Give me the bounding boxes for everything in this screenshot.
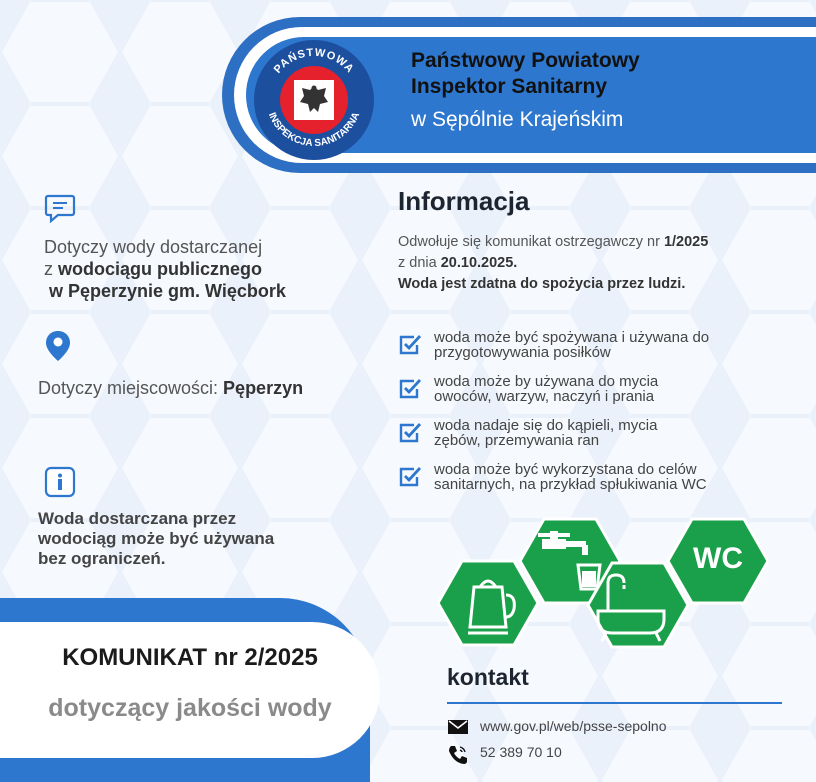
water-source-line1: Dotyczy wody dostarczanej bbox=[44, 237, 263, 257]
checklist-item-line1: woda może być wykorzystana do celów bbox=[434, 461, 697, 478]
checklist-item-line2: przygotowywania posiłków bbox=[434, 344, 611, 361]
logo-bottom-text: INSPEKCJA SANITARNA bbox=[265, 110, 363, 150]
checkbox-checked-icon bbox=[398, 334, 422, 356]
info-note-line1: Woda dostarczana przez bbox=[38, 509, 237, 528]
info-line2 bbox=[398, 253, 798, 274]
contact-phone[interactable]: 52 389 70 10 bbox=[480, 744, 562, 760]
phone-icon bbox=[447, 744, 469, 764]
checklist-item-text bbox=[434, 330, 794, 360]
checkbox-checked-icon bbox=[398, 422, 422, 444]
info-note-line3: bez ograniczeń. bbox=[38, 549, 166, 568]
wc-label: WC bbox=[693, 542, 743, 575]
checklist-item-text bbox=[434, 374, 794, 404]
water-source-text bbox=[44, 236, 286, 302]
checklist-item-line2: sanitarnych, na przykład spłukiwania WC bbox=[434, 476, 707, 493]
kettle-hex bbox=[438, 561, 538, 645]
water-source-line2-bold: wodociągu publicznego bbox=[58, 259, 263, 279]
info-line1 bbox=[398, 232, 798, 253]
info-note bbox=[38, 509, 274, 569]
checklist-item-line1: woda może by używana do mycia bbox=[434, 373, 659, 390]
checklist-item-text bbox=[434, 418, 794, 448]
header-title-line1: Państwowy Powiatowy bbox=[411, 49, 640, 72]
location-name: Pęperzyn bbox=[223, 378, 304, 398]
info-heading: Informacja bbox=[398, 186, 530, 216]
info-line2-prefix: z dnia bbox=[398, 255, 441, 271]
info-line1-number: 1/2025 bbox=[663, 234, 709, 250]
header-title-line2: Inspektor Sanitarny bbox=[411, 75, 608, 98]
komunikat-panel bbox=[0, 622, 380, 758]
water-source-line2 bbox=[44, 258, 286, 280]
checkbox-checked-icon bbox=[398, 378, 422, 400]
info-line3: Woda jest zdatna do spożycia przez ludzi. bbox=[398, 276, 686, 292]
location-text bbox=[38, 378, 303, 399]
water-source-line2-prefix: z bbox=[44, 259, 59, 279]
location-pin-icon bbox=[45, 330, 71, 362]
info-icon bbox=[44, 466, 76, 498]
contact-website[interactable]: www.gov.pl/web/psse-sepolno bbox=[480, 718, 667, 734]
contact-divider bbox=[447, 702, 782, 704]
checklist-item-line2: owoców, warzyw, naczyń i prania bbox=[434, 388, 655, 405]
info-note-line2: wodociąg może być używana bbox=[38, 529, 275, 548]
location-prefix: Dotyczy miejscowości: bbox=[38, 378, 224, 398]
envelope-icon bbox=[447, 719, 469, 735]
info-line1-prefix: Odwołuje się komunikat ostrzegawczy nr bbox=[398, 234, 664, 250]
checklist-item-line1: woda może być spożywana i używana do bbox=[434, 329, 710, 346]
checklist-item-text bbox=[434, 462, 794, 492]
checkbox-checked-icon bbox=[398, 466, 422, 488]
usage-hexagons bbox=[438, 515, 768, 650]
komunikat-subtitle: dotyczący jakości wody bbox=[48, 694, 332, 722]
info-body bbox=[398, 232, 798, 295]
chat-bubble-icon bbox=[44, 193, 76, 223]
header-subtitle: w Sępólnie Krajeńskim bbox=[411, 108, 624, 131]
water-source-line3: w Pęperzynie gm. Więcbork bbox=[49, 281, 286, 301]
header-title bbox=[411, 48, 640, 100]
checklist-item-line2: zębów, przemywania ran bbox=[434, 432, 600, 449]
logo-top-text: PAŃSTWOWA bbox=[271, 46, 357, 76]
checklist-item-line1: woda nadaje się do kąpieli, mycia bbox=[434, 417, 658, 434]
komunikat-title: KOMUNIKAT nr 2/2025 bbox=[62, 644, 318, 671]
info-line2-date: 20.10.2025. bbox=[440, 255, 518, 271]
contact-heading: kontakt bbox=[447, 664, 529, 690]
eagle-emblem-icon bbox=[286, 72, 342, 128]
